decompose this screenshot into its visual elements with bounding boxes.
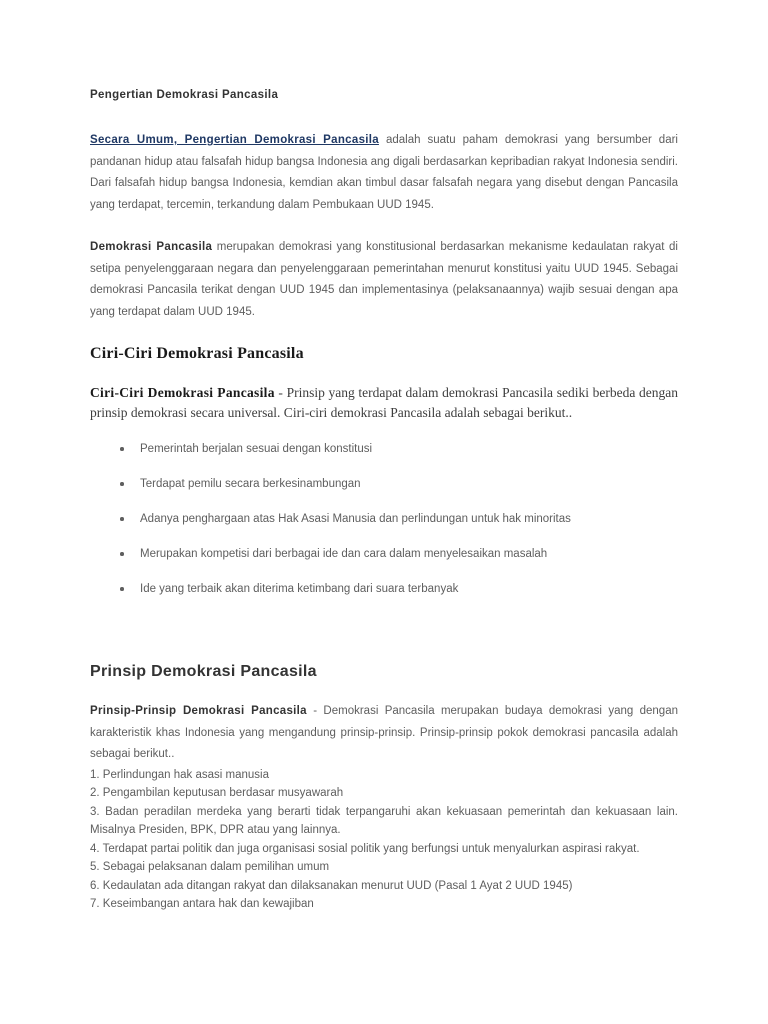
prinsip-paragraph-text: - Demokrasi Pancasila merupakan budaya demokrasi yang dengan karakteristik khas Indonesia yang mengandung prinsip-prinsip. Prinsip-prinsip pokok demokrasi pancasila adalah sebagai berikut.. xyxy=(90,705,678,760)
list-item xyxy=(90,581,678,597)
document-content xyxy=(90,88,678,914)
list-item: 3. Badan peradilan merdeka yang berarti tidak terpangaruhi akan kekuasaan pemerintah dan kekuasaan lain. Misalnya Presiden, BPK, DPR atau yang lainnya. xyxy=(90,805,678,836)
ciri-ciri-paragraph-text: - Prinsip yang terdapat dalam demokrasi Pancasila sediki berbeda dengan prinsip demokrasi secara universal. Ciri-ciri demokrasi Pancasila adalah sebagai berikut.. xyxy=(90,385,678,420)
definition-lead-in: Demokrasi Pancasila xyxy=(90,241,213,253)
list-item xyxy=(90,476,678,492)
pengertian-demokrasi-pancasila-link[interactable]: Secara Umum, Pengertian Demokrasi Pancasila xyxy=(90,134,379,146)
bullet-icon xyxy=(120,447,124,451)
bullet-icon xyxy=(120,517,124,521)
list-item: 1. Perlindungan hak asasi manusia xyxy=(90,768,270,781)
list-item-label: Merupakan kompetisi dari berbagai ide dan cara dalam menyelesaikan masalah xyxy=(140,548,548,560)
list-item-label: Ide yang terbaik akan diterima ketimbang dari suara terbanyak xyxy=(140,583,459,595)
page-title: Pengertian Demokrasi Pancasila xyxy=(90,89,279,101)
list-item xyxy=(90,441,678,457)
ciri-ciri-paragraph xyxy=(90,383,678,423)
list-item-label: Terdapat pemilu secara berkesinambungan xyxy=(140,478,361,490)
ciri-ciri-section-heading: Ciri-Ciri Demokrasi Pancasila xyxy=(90,345,304,362)
list-item: 6. Kedaulatan ada ditangan rakyat dan dilaksanakan menurut UUD (Pasal 1 Ayat 2 UUD 1945) xyxy=(90,879,573,892)
list-item xyxy=(90,546,678,562)
list-item: 7. Keseimbangan antara hak dan kewajiban xyxy=(90,898,314,910)
list-item-label: Pemerintah berjalan sesuai dengan konstitusi xyxy=(140,443,373,455)
prinsip-numbered-list xyxy=(90,766,678,914)
intro-paragraph-text: adalah suatu paham demokrasi yang bersumber dari pandanan hidup atau falsafah hidup bangsa Indonesia ang digali berdasarkan kepribadian rakyat Indonesia sendiri. Dari falsafah hidup bangsa Indonesia, kemdian akan timbul dasar falsafah negara yang disebut dengan Pancasila yang terdapat, tercemin, terkandung dalam Pembukaan UUD 1945. xyxy=(90,134,678,211)
bullet-icon xyxy=(120,482,124,486)
list-item xyxy=(90,511,678,527)
prinsip-section-heading: Prinsip Demokrasi Pancasila xyxy=(90,663,317,680)
bullet-icon xyxy=(120,587,124,591)
ciri-ciri-bullet-list xyxy=(90,441,678,597)
definition-paragraph-text: merupakan demokrasi yang konstitusional berdasarkan mekanisme kedaulatan rakyat di setipa penyelenggaraan negara dan penyelenggaraan pemerintahan menurut konstitusi yaitu UUD 1945. Sebagai demokrasi Pancasila terikat dengan UUD 1945 dan implementasinya (pelaksanaannya) wajib sesuai dengan apa yang terdapat dalam UUD 1945. xyxy=(90,241,678,318)
list-item: 5. Sebagai pelaksanan dalam pemilihan umum xyxy=(90,861,330,873)
prinsip-lead-in: Prinsip-Prinsip Demokrasi Pancasila xyxy=(90,705,307,717)
ciri-ciri-lead-in: Ciri-Ciri Demokrasi Pancasila xyxy=(90,385,275,400)
bullet-icon xyxy=(120,552,124,556)
section-spacer xyxy=(90,616,678,662)
list-item: 2. Pengambilan keputusan berdasar musyawarah xyxy=(90,787,344,799)
definition-paragraph xyxy=(90,237,678,323)
list-item: 4. Terdapat partai politik dan juga organisasi sosial politik yang berfungsi untuk menyalurkan aspirasi rakyat. xyxy=(90,842,640,855)
intro-paragraph xyxy=(90,130,678,216)
prinsip-paragraph xyxy=(90,701,678,766)
list-item-label: Adanya penghargaan atas Hak Asasi Manusia dan perlindungan untuk hak minoritas xyxy=(140,513,571,525)
